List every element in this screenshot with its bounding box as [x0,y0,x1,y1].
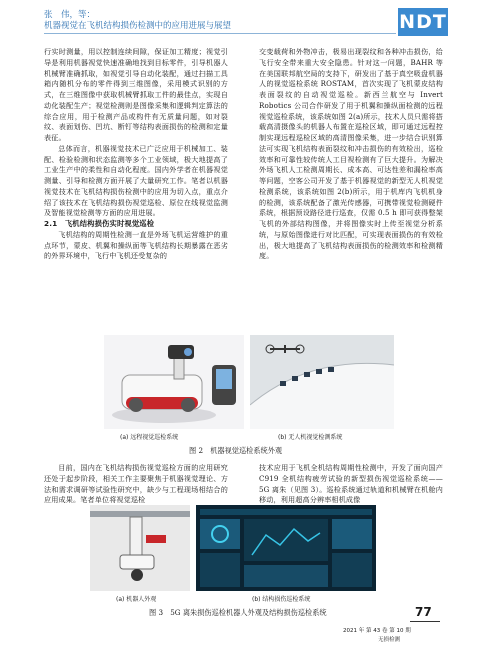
right-column [259,47,443,262]
section-heading: 2.1 飞机结构损伤实时视觉巡检 [44,219,155,228]
inspection-robot-photo [90,505,190,591]
paragraph: 交变载荷和外物冲击，极易出现裂纹和各种冲击损伤，给飞行安全带来重大安全隐患。针对这一问题，BAHR 等在美国联邦航空局的支持下，研发出了基于真空吸盘机器人的视觉巡检系统 ROSTAM，首次实现了飞机蒙皮结构表面裂纹的自动视觉巡检。新西兰航空与 Invert Robotics 公司合作研发了用于机翼和操纵面检测的远程视觉巡检系统，该系统如图 2(a)所示，技术人员只需将搭载高清摄像头的机器人布置在巡检区域，即可通过远程控制实现远程巡检区域的高清图像采集，进一步结合识别算法可实现飞机结构表面裂纹和冲击损伤的有效检出，巡检效率和可靠性较传统人工目视检测有了巨大提升。为解决外场飞机人工检测周期长、成本高、可达性差和漏检率高等问题，空客公司开发了基于机器视觉的新型无人机视觉检测系统，该系统如图 2(b)所示，用于机库内飞机机身的检测，该系统配备了激光传感器，可携带视觉检测硬件系统，根据预设路径进行巡查，仅需 0.5 h 即可获得整架飞机的外部结构图像，并将图像实时上传至视觉分析系统，与原始图像进行对比匹配，可实现表面损伤的有效检出，极大地提高了飞机结构表面损伤的检测效率和检测精度。 [259,47,443,261]
paragraph: 行实时测量，用以控制连续间隙，保证加工精度；视觉引导是利用机器视觉快速准确地找到目标零件，引导机器人机械臂准确抓取，如视觉引导自动化装配，通过扫描工具箱内随机分布的零件得到三维图像，采用模式识别的方式，在三维图像中获取机械臂抓取工件的最佳点，实现自动化装配生产；视觉检测则是图像采集和逻辑判定算法的综合应用，用于检测产品或构件有无质量问题，如对裂纹、表面划伤、凹坑、断钉等结构表面损伤的检测和定量表征。 [44,47,228,142]
figure-2 [104,335,394,429]
figure-3a-caption: (a) 机器人外观 [116,596,157,603]
aircraft-fuselage-illustration [250,335,394,429]
robot-arm-illustration [90,505,190,591]
drone-inspection-image [250,335,394,429]
dashboard-illustration [196,505,376,591]
right-column-lower [259,463,443,506]
figure-3-caption: 图 3 5G 离朱损伤巡检机器人外观及结构损伤巡检系统 [149,608,327,617]
left-column-lower [44,463,228,506]
paragraph: 飞机结构的周期性检测一直是外场飞机运营维护的重点环节，蒙皮、机翼和操纵面等飞机结构长期暴露在恶劣的外界环境中，飞行中飞机还受复杂的 [44,229,228,261]
header-running-title: 机器视觉在飞机结构损伤检测中的应用进展与展望 [44,21,232,31]
figure-2b-caption: (b) 无人机视觉检测系统 [278,434,343,441]
damage-inspection-system-screen [196,505,376,591]
paragraph: 技术应用于飞机全机结构周期性检测中，开发了面向国产 C919 全机结构疲劳试验的新型损伤视觉巡检系统——5G 离朱（见图 3）。巡检系统通过轨道和机械臂在机舱内移动，利用超高分辨率相机成像 [259,463,443,505]
footer-rule [410,621,440,622]
paragraph: 目前，国内在飞机结构损伤视觉巡检方面的应用研究还处于起步阶段，相关工作主要聚焦于机器视觉理论、方法和需求调研等试验性研究中，缺少与工程现场相结合的应用成果。笔者单位将视觉巡检 [44,463,228,505]
footer-issue: 2021 年 第 43 卷 第 10 期 [343,628,411,634]
figure-2-caption: 图 2 机器视觉巡检系统外观 [189,446,283,455]
journal-logo-text: NDT [399,11,447,33]
header-authors: 张 伟，等： [44,10,96,20]
left-column [44,47,228,262]
figure-2a-caption: (a) 远程视觉巡检系统 [120,434,179,441]
page-header [0,0,480,44]
remote-inspection-robot-image [104,335,244,429]
figure-3b-caption: (b) 结构损伤巡检系统 [252,596,311,603]
header-rule [44,33,396,34]
page-number: 77 [415,605,432,619]
paragraph: 总体而言，机器视觉技术已广泛应用于机械加工、装配、检验检测和状态监测等多个工业领域，极大地提高了工业生产中的柔性和自动化程度。国内外学者在机器视觉测量、引导和检测方面开展了大量研究工作。笔者以机器视觉技术在飞机结构损伤检测中的应用为切入点，重点介绍了该技术在飞机结构损伤视觉巡检、原位在线视觉监测及智能视觉检测等方面的应用进展。 [44,143,228,218]
footer-journal: 无损检测 [378,637,401,643]
robot-illustration [104,335,244,429]
journal-logo [398,8,448,36]
